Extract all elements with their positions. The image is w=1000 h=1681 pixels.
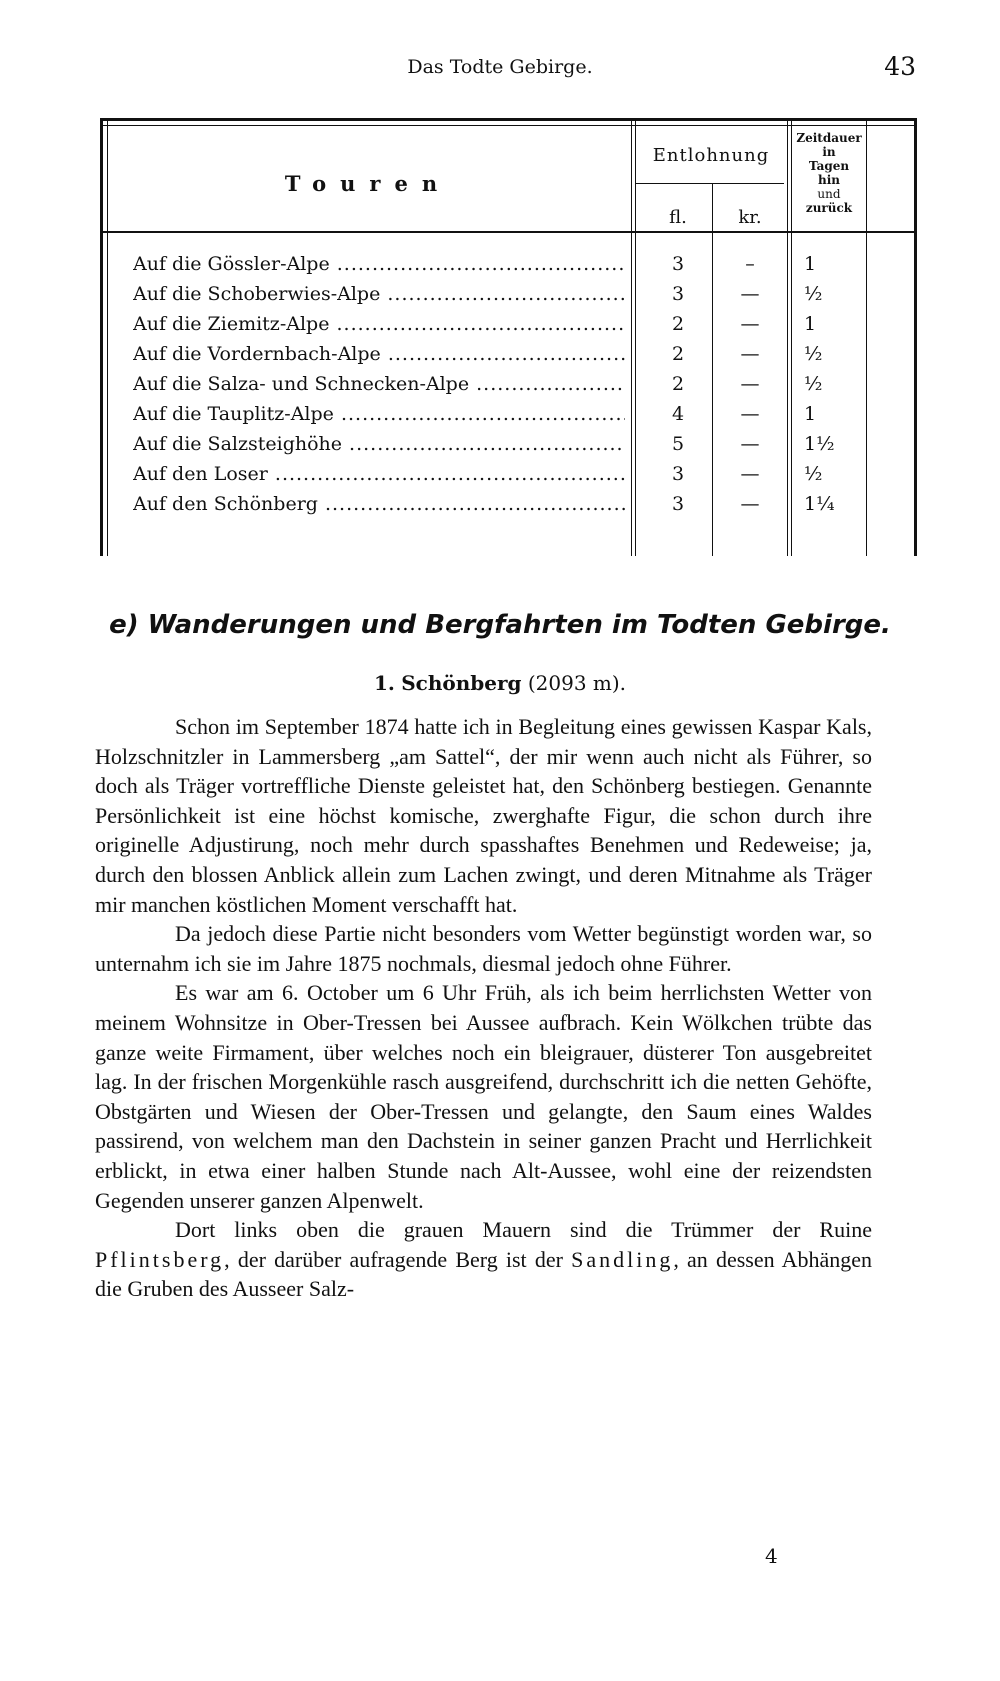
fl-cell: 3 <box>671 283 685 305</box>
paragraph-text: Dort links oben die grauen Mauern sind die Trümmer der Ruine <box>175 1217 872 1243</box>
zeit-cell: ½ <box>804 463 823 485</box>
paragraph <box>95 1215 872 1304</box>
fl-cell: 2 <box>671 343 685 365</box>
zeit-cell: 1 <box>804 403 817 425</box>
column-header-entlohnung: Entlohnung <box>652 145 770 166</box>
zeit-cell: ½ <box>804 373 823 395</box>
table-rule <box>635 183 784 184</box>
table-row <box>103 313 914 339</box>
zeit-line: und <box>817 187 841 201</box>
subsection-height: (2093 m). <box>527 671 627 695</box>
zeit-cell: 1¼ <box>804 493 835 515</box>
tour-name: Auf die Vordernbach-Alpe ..... <box>133 343 625 365</box>
paragraph: Da jedoch diese Partie nicht besonders vom Wetter begünstigt worden war, so unternahm ich sie im Jahre 1875 nochmals, diesmal jedoch ohne Führer. <box>95 921 872 976</box>
paragraph: Es war am 6. October um 6 Uhr Früh, als ich beim herrlichsten Wetter von meinem Wohnsitze in Ober-Tressen bei Aussee aufbrach. Kein Wölkchen trübte das ganze weite Firmament, über welches noch ein bleigrauer, düsterer Ton ausgebreitet lag. In der frischen Morgenkühle rasch ausgreifend, durchschritt ich die netten Gehöfte, Obstgärten und Wiesen der Ober-Tressen und gelangte, den Saum eines Waldes passirend, von welchem man den Dachstein in seiner ganzen Pracht und Herrlichkeit erblickt, in etwa einer halben Stunde nach Alt-Aussee, wohl eine der reizendsten Gegenden unserer ganzen Alpenwelt. <box>95 980 872 1213</box>
tour-name: Auf den Loser ..... <box>133 463 625 485</box>
tour-name: Auf die Ziemitz-Alpe ..... <box>133 313 625 335</box>
kr-cell: — <box>740 463 760 485</box>
kr-cell: – <box>745 253 755 275</box>
tour-name: Auf die Schoberwies-Alpe ..... <box>133 283 625 305</box>
subsection-number: 1. <box>373 671 395 695</box>
table-row <box>103 433 914 459</box>
place-name-pflintsberg: Pflintsberg <box>95 1246 225 1272</box>
table-row <box>103 283 914 309</box>
zeit-line: Tagen <box>808 159 850 173</box>
zeit-line: Zeitdauer <box>796 131 862 145</box>
tour-table <box>100 118 917 556</box>
fl-cell: 2 <box>671 373 685 395</box>
table-row <box>103 343 914 369</box>
tour-name: Auf die Tauplitz-Alpe ..... <box>133 403 625 425</box>
kr-cell: — <box>740 493 760 515</box>
place-name-sandling: Sandling <box>571 1246 674 1272</box>
tour-name: Auf die Salza- und Schnecken-Alpe ..... <box>133 373 625 395</box>
column-header-fl: fl. <box>669 207 687 228</box>
table-row <box>103 463 914 489</box>
fl-cell: 5 <box>671 433 685 455</box>
fl-cell: 3 <box>671 493 685 515</box>
zeit-line: in <box>822 145 836 159</box>
table-row <box>103 373 914 399</box>
tour-name: Auf die Gössler-Alpe ..... <box>133 253 625 275</box>
section-heading: e) Wanderungen und Bergfahrten im Todten Gebirge. <box>109 610 891 640</box>
kr-cell: — <box>740 403 760 425</box>
fl-cell: 3 <box>671 253 685 275</box>
fl-cell: 2 <box>671 313 685 335</box>
zeit-cell: ½ <box>804 283 823 305</box>
table-rule <box>103 125 914 126</box>
kr-cell: — <box>740 373 760 395</box>
zeit-line: hin <box>817 173 840 187</box>
running-head <box>0 52 1000 82</box>
paragraph-text: , der darüber aufragende Berg ist der <box>224 1246 563 1272</box>
zeit-cell: 1½ <box>804 433 835 455</box>
zeit-cell: 1 <box>804 253 817 275</box>
fl-cell: 4 <box>671 403 685 425</box>
tour-name: Auf den Schönberg ..... <box>133 493 625 515</box>
kr-cell: — <box>740 433 760 455</box>
table-row <box>103 403 914 429</box>
running-title: Das Todte Gebirge. <box>407 56 593 78</box>
paragraph-text: , an dessen Abhängen die Gruben des Ausseer Salz- <box>95 1246 873 1302</box>
column-header-kr: kr. <box>738 207 762 228</box>
table-row <box>103 493 914 519</box>
table-rule <box>103 231 914 233</box>
page-number: 43 <box>884 52 916 81</box>
zeit-line: zurück <box>805 201 853 215</box>
table-row <box>103 253 914 279</box>
fl-cell: 3 <box>671 463 685 485</box>
paragraph: Schon im September 1874 hatte ich in Begleitung eines gewissen Kaspar Kals, Holzschnitzler in Lammersberg „am Sattel“, der mir wenn auch nicht als Führer, so doch als Träger vortreffliche Dienste geleistet hat, den Schönberg bestiegen. Genannte Persönlichkeit ist eine höchst komische, zwerghafte Figur, die schon durch ihre originelle Adjustirung, noch mehr durch spasshaftes Benehmen und Redeweise; ja, durch den blossen Anblick allein zum Lachen zwingt, und deren Mitnahme als Träger mir manchen köstlichen Moment verschafft hat. <box>95 714 872 917</box>
column-header-touren: Touren <box>284 171 452 196</box>
kr-cell: — <box>740 283 760 305</box>
body-text <box>95 712 872 1304</box>
tour-name: Auf die Salzsteighöhe ..... <box>133 433 625 455</box>
subsection-heading <box>0 671 1000 695</box>
subsection-name: Schönberg <box>401 671 522 695</box>
kr-cell: — <box>740 343 760 365</box>
zeit-cell: 1 <box>804 313 817 335</box>
column-header-zeitdauer <box>789 131 869 215</box>
kr-cell: — <box>740 313 760 335</box>
zeit-cell: ½ <box>804 343 823 365</box>
signature-mark: 4 <box>765 1544 778 1568</box>
